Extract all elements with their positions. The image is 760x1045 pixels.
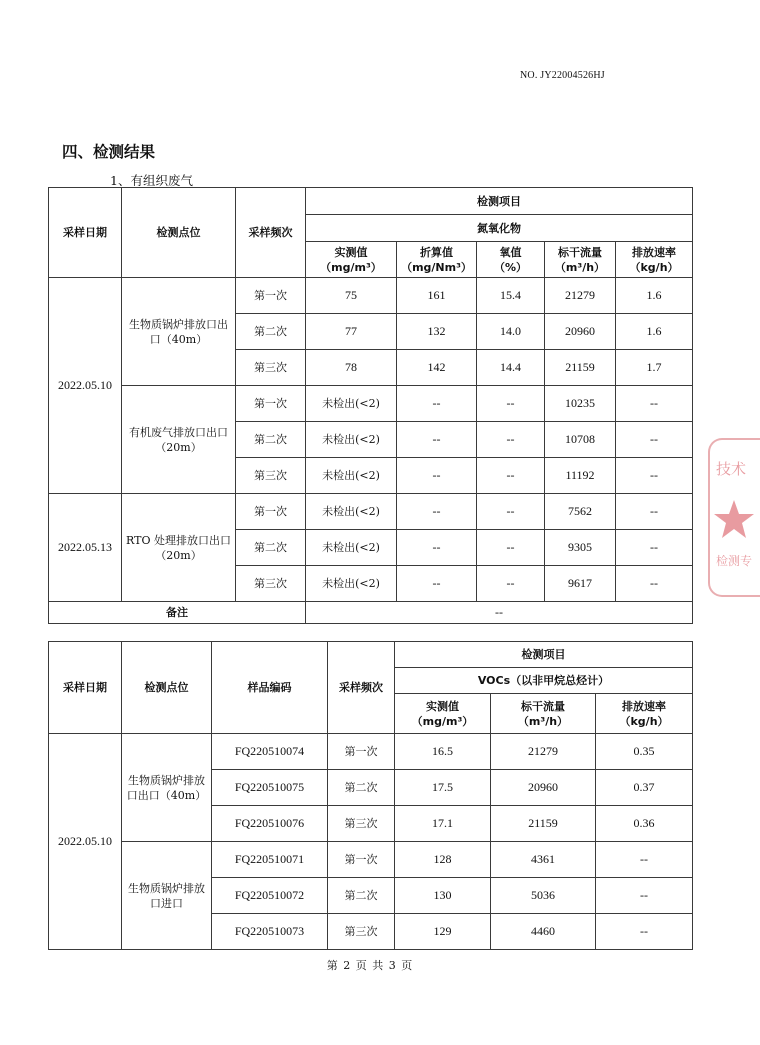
seal-star-icon (712, 498, 756, 542)
converted-value: -- (397, 566, 477, 602)
header-pollutant-nox: 氮氧化物 (306, 215, 693, 242)
measured-value: 未检出(<2) (306, 566, 397, 602)
converted-value: -- (397, 530, 477, 566)
converted-value: 142 (397, 350, 477, 386)
header-oxygen-label: 氧值 (499, 245, 522, 259)
subsection-title: 1、有组织废气 (110, 173, 193, 188)
sampling-point: 生物质锅炉排放口出口（40m） (122, 278, 236, 386)
rate-value: -- (596, 842, 693, 878)
rate-value: -- (616, 422, 693, 458)
frequency: 第三次 (236, 566, 306, 602)
frequency: 第一次 (236, 278, 306, 314)
frequency: 第二次 (236, 314, 306, 350)
header-sampling-frequency: 采样频次 (328, 642, 395, 734)
rate-value: -- (616, 386, 693, 422)
vocs-results-table (48, 641, 693, 950)
oxygen-value: -- (477, 494, 545, 530)
section-title: 四、检测结果 (62, 143, 156, 161)
measured-value: 130 (395, 878, 491, 914)
table-row (49, 734, 693, 770)
frequency: 第三次 (328, 806, 395, 842)
frequency: 第一次 (328, 734, 395, 770)
sampling-point: 生物质锅炉排放口出口（40m） (122, 734, 212, 842)
sampling-date: 2022.05.13 (49, 494, 122, 602)
header-rate-unit: （kg/h） (619, 714, 669, 728)
measured-value: 未检出(<2) (306, 422, 397, 458)
sample-code: FQ220510073 (212, 914, 328, 950)
sample-code: FQ220510074 (212, 734, 328, 770)
header-flow (545, 242, 616, 278)
header-measured (395, 694, 491, 734)
seal-text-top: 技术 (716, 460, 747, 478)
header-converted (397, 242, 477, 278)
measured-value: 16.5 (395, 734, 491, 770)
header-test-items: 检测项目 (306, 188, 693, 215)
oxygen-value: -- (477, 458, 545, 494)
sample-code: FQ220510076 (212, 806, 328, 842)
page-number: 第 2 页 共 3 页 (326, 959, 414, 972)
flow-value: 21159 (491, 806, 596, 842)
flow-value: 10235 (545, 386, 616, 422)
frequency: 第二次 (236, 530, 306, 566)
header-flow-unit: （m³/h） (517, 714, 569, 728)
header-pollutant-vocs: VOCs（以非甲烷总烃计） (395, 668, 693, 694)
sample-code: FQ220510072 (212, 878, 328, 914)
header-sample-code: 样品编码 (212, 642, 328, 734)
header-rate (596, 694, 693, 734)
header-sampling-date: 采样日期 (49, 188, 122, 278)
converted-value: 161 (397, 278, 477, 314)
header-oxygen-unit: （%） (493, 260, 528, 274)
measured-value: 未检出(<2) (306, 386, 397, 422)
oxygen-value: 14.4 (477, 350, 545, 386)
measured-value: 75 (306, 278, 397, 314)
nox-results-table (48, 187, 693, 624)
header-rate-label: 排放速率 (632, 245, 676, 259)
header-flow-label: 标干流量 (521, 699, 565, 713)
official-seal (708, 438, 760, 597)
header-rate-unit: （kg/h） (629, 260, 679, 274)
header-rate (616, 242, 693, 278)
rate-value: -- (596, 878, 693, 914)
frequency: 第二次 (236, 422, 306, 458)
converted-value: 132 (397, 314, 477, 350)
header-sampling-point: 检测点位 (122, 188, 236, 278)
header-flow (491, 694, 596, 734)
oxygen-value: 15.4 (477, 278, 545, 314)
frequency: 第三次 (236, 458, 306, 494)
frequency: 第一次 (328, 842, 395, 878)
header-measured (306, 242, 397, 278)
sample-code: FQ220510071 (212, 842, 328, 878)
oxygen-value: -- (477, 566, 545, 602)
rate-value: -- (616, 530, 693, 566)
header-flow-unit: （m³/h） (554, 260, 606, 274)
measured-value: 未检出(<2) (306, 530, 397, 566)
flow-value: 9617 (545, 566, 616, 602)
header-sampling-point: 检测点位 (122, 642, 212, 734)
document-number: NO. JY22004526HJ (520, 70, 605, 81)
frequency: 第一次 (236, 386, 306, 422)
header-measured-unit: （mg/m³） (411, 714, 474, 728)
frequency: 第一次 (236, 494, 306, 530)
measured-value: 17.1 (395, 806, 491, 842)
oxygen-value: 14.0 (477, 314, 545, 350)
flow-value: 20960 (545, 314, 616, 350)
header-measured-label: 实测值 (426, 699, 459, 713)
flow-value: 21279 (491, 734, 596, 770)
flow-value: 5036 (491, 878, 596, 914)
header-sampling-frequency: 采样频次 (236, 188, 306, 278)
measured-value: 77 (306, 314, 397, 350)
flow-value: 7562 (545, 494, 616, 530)
rate-value: -- (616, 458, 693, 494)
sampling-point: 生物质锅炉排放口进口 (122, 842, 212, 950)
measured-value: 未检出(<2) (306, 494, 397, 530)
rate-value: 0.35 (596, 734, 693, 770)
header-measured-unit: （mg/m³） (320, 260, 382, 274)
converted-value: -- (397, 422, 477, 458)
header-oxygen (477, 242, 545, 278)
flow-value: 21279 (545, 278, 616, 314)
table-row (49, 494, 693, 530)
flow-value: 21159 (545, 350, 616, 386)
header-converted-unit: （mg/Nm³） (401, 260, 472, 274)
oxygen-value: -- (477, 386, 545, 422)
flow-value: 4460 (491, 914, 596, 950)
converted-value: -- (397, 458, 477, 494)
flow-value: 11192 (545, 458, 616, 494)
rate-value: -- (616, 494, 693, 530)
converted-value: -- (397, 386, 477, 422)
remark-label: 备注 (49, 602, 306, 624)
header-rate-label: 排放速率 (622, 699, 666, 713)
rate-value: 0.36 (596, 806, 693, 842)
measured-value: 17.5 (395, 770, 491, 806)
sampling-date: 2022.05.10 (49, 734, 122, 950)
rate-value: 1.6 (616, 314, 693, 350)
flow-value: 4361 (491, 842, 596, 878)
measured-value: 129 (395, 914, 491, 950)
rate-value: 1.6 (616, 278, 693, 314)
table-row (49, 842, 693, 878)
remark-row (49, 602, 693, 624)
header-flow-label: 标干流量 (558, 245, 602, 259)
rate-value: 0.37 (596, 770, 693, 806)
flow-value: 9305 (545, 530, 616, 566)
frequency: 第二次 (328, 770, 395, 806)
frequency: 第三次 (236, 350, 306, 386)
measured-value: 78 (306, 350, 397, 386)
header-converted-label: 折算值 (420, 245, 453, 259)
header-sampling-date: 采样日期 (49, 642, 122, 734)
sampling-point: RTO 处理排放口出口（20m） (122, 494, 236, 602)
frequency: 第二次 (328, 878, 395, 914)
table-row (49, 386, 693, 422)
converted-value: -- (397, 494, 477, 530)
rate-value: -- (596, 914, 693, 950)
measured-value: 未检出(<2) (306, 458, 397, 494)
frequency: 第三次 (328, 914, 395, 950)
sampling-date: 2022.05.10 (49, 278, 122, 494)
oxygen-value: -- (477, 422, 545, 458)
header-measured-label: 实测值 (334, 245, 368, 259)
measured-value: 128 (395, 842, 491, 878)
sampling-point: 有机废气排放口出口（20m） (122, 386, 236, 494)
table-row (49, 278, 693, 314)
rate-value: -- (616, 566, 693, 602)
flow-value: 20960 (491, 770, 596, 806)
seal-text-bottom: 检测专 (716, 554, 753, 568)
oxygen-value: -- (477, 530, 545, 566)
remark-value: -- (306, 602, 693, 624)
flow-value: 10708 (545, 422, 616, 458)
sample-code: FQ220510075 (212, 770, 328, 806)
header-test-items: 检测项目 (395, 642, 693, 668)
rate-value: 1.7 (616, 350, 693, 386)
